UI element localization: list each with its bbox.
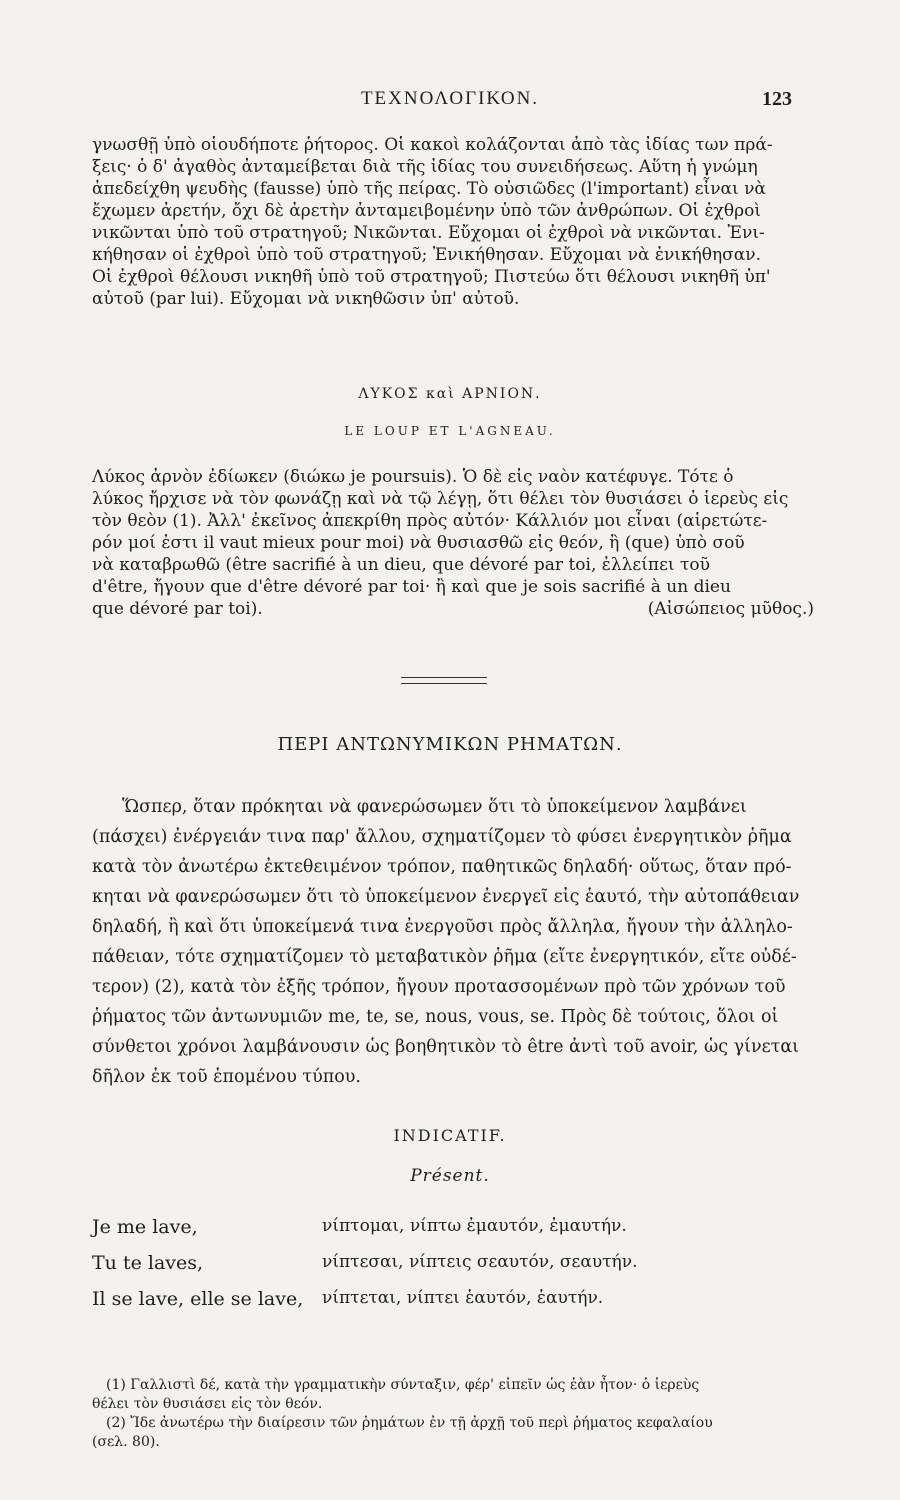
conjugation-greek: νίπτομαι, νίπτω ἐμαυτόν, ἐμαυτήν. bbox=[322, 1216, 627, 1236]
running-title: ΤΕΧΝΟΛΟΓΙΚΟΝ. bbox=[360, 88, 540, 109]
fable-last-line: que dévoré par toi). bbox=[92, 599, 263, 619]
section-title: ΠΕΡΙ ΑΝΤΩΝΥΜΙΚΩΝ ΡΗΜΑΤΩΝ. bbox=[277, 734, 623, 755]
text-line: δηλαδή, ἢ καὶ ὅτι ὑποκείμενά τινα ἐνεργοῦσι πρὸς ἄλληλα, ἤγουν τὴν ἀλληλο- bbox=[92, 917, 793, 937]
conjugation-french: Tu te laves, bbox=[92, 1252, 204, 1274]
text-line: Οἱ ἐχθροὶ θέλουσι νικηθῆ ὑπὸ τοῦ στρατηγοῦ; Πιστεύω ὅτι θέλουσι νικηθῆ ὑπ' bbox=[92, 267, 771, 287]
text-line: νικῶνται ὑπὸ τοῦ στρατηγοῦ; Νικῶνται. Εὔχομαι οἱ ἐχθροὶ νὰ νικῶνται. Ἐνι- bbox=[92, 223, 765, 243]
conjugation-row bbox=[92, 1252, 814, 1282]
conjugation-row bbox=[92, 1216, 814, 1246]
text-line bbox=[92, 598, 814, 620]
text-line: Λύκος ἀρνὸν ἐδίωκεν (διώκω je poursuis). Ὁ δὲ εἰς ναὸν κατέφυγε. Τότε ὁ bbox=[92, 467, 734, 487]
conjugation-french: Il se lave, elle se lave, bbox=[92, 1288, 304, 1310]
text-line: ῥήματος τῶν ἀντωνυμιῶν me, te, se, nous, vous, se. Πρὸς δὲ τούτοις, ὅλοι οἱ bbox=[92, 1007, 779, 1027]
text-line: σύνθετοι χρόνοι λαμβάνουσιν ὡς βοηθητικὸν τὸ être ἀντὶ τοῦ avoir, ὡς γίνεται bbox=[92, 1037, 800, 1057]
tense-heading: Présent. bbox=[410, 1166, 490, 1186]
text-line: ἀπεδείχθη ψευδὴς (fausse) ὑπὸ τῆς πείρας. Τὸ οὐσιῶδες (l'important) εἶναι νὰ bbox=[92, 179, 766, 199]
fable-text bbox=[92, 466, 814, 620]
conjugation-row bbox=[92, 1288, 814, 1318]
footnote-line: θέλει τὸν θυσιάσει εἰς τὸν θεόν. bbox=[92, 1396, 323, 1412]
footnotes bbox=[92, 1376, 814, 1452]
fable-source: (Αἰσώπειος μῦθος.) bbox=[647, 599, 814, 619]
conjugation-french: Je me lave, bbox=[92, 1216, 198, 1238]
text-line: ξεις· ὁ δ' ἀγαθὸς ἀνταμείβεται διὰ τῆς ἰδίας του συνειδήσεως. Αὕτη ἡ γνώμη bbox=[92, 157, 758, 177]
text-line: Ὥσπερ, ὅταν πρόκηται νὰ φανερώσωμεν ὅτι τὸ ὑποκείμενον λαμβάνει bbox=[122, 797, 747, 817]
running-head bbox=[0, 88, 900, 118]
text-line: τὸν θεὸν (1). Ἀλλ' ἐκεῖνος ἀπεκρίθη πρὸς αὐτόν· Κάλλιόν μοι εἶναι (αἱρετώτε- bbox=[92, 511, 768, 531]
fable-subtitle: LE LOUP ET L'AGNEAU. bbox=[344, 424, 556, 438]
conjugation-greek: νίπτεται, νίπτει ἑαυτόν, ἑαυτήν. bbox=[322, 1288, 604, 1308]
fable-title: ΛΥΚΟΣ καὶ ΑΡΝΙΟΝ. bbox=[358, 386, 542, 402]
text-line: λύκος ἤρχισε νὰ τὸν φωνάζῃ καὶ νὰ τῷ λέγῃ, ὅτι θέλει τὸν θυσιάσει ὁ ἱερεὺς εἰς bbox=[92, 489, 789, 509]
text-line: κατὰ τὸν ἀνωτέρω ἐκτεθειμένον τρόπον, παθητικῶς δηλαδή· οὕτως, ὅταν πρό- bbox=[92, 857, 792, 877]
footnote-line: (σελ. 80). bbox=[92, 1434, 160, 1450]
opening-paragraph bbox=[92, 134, 814, 310]
page-number: 123 bbox=[762, 88, 792, 110]
text-line: τερον) (2), κατὰ τὸν ἑξῆς τρόπον, ἤγουν προτασσομένων πρὸ τῶν χρόνων τοῦ bbox=[92, 977, 786, 997]
section-body bbox=[92, 792, 814, 1092]
section-divider bbox=[401, 677, 487, 684]
text-line: d'être, ἤγουν que d'être dévoré par toi· ἢ καὶ que je sois sacrifié à un dieu bbox=[92, 577, 731, 597]
text-line: γνωσθῇ ὑπὸ οἱουδήποτε ῥήτορος. Οἱ κακοὶ κολάζονται ἀπὸ τὰς ἰδίας των πρά- bbox=[92, 135, 773, 155]
text-line: ἔχωμεν ἀρετήν, ὄχι δὲ ἀρετὴν ἀνταμειβομένην ὑπὸ τῶν ἀνθρώπων. Οἱ ἐχθροὶ bbox=[92, 201, 762, 221]
footnote-line: (2) Ἴδε ἀνωτέρω τὴν διαίρεσιν τῶν ῥημάτων ἐν τῇ ἀρχῇ τοῦ περὶ ῥήματος κεφαλαίου bbox=[106, 1415, 713, 1431]
text-line: πάθειαν, τότε σχηματίζομεν τὸ μεταβατικὸν ῥῆμα (εἴτε ἐνεργητικόν, εἴτε οὐδέ- bbox=[92, 947, 797, 967]
text-line: ρόν μοί ἐστι il vaut mieux pour moi) νὰ θυσιασθῶ εἰς θεόν, ἢ (que) ὑπὸ σοῦ bbox=[92, 533, 745, 553]
text-line: αὐτοῦ (par lui). Εὔχομαι νὰ νικηθῶσιν ὑπ' αὐτοῦ. bbox=[92, 289, 520, 309]
mood-heading: INDICATIF. bbox=[393, 1126, 507, 1145]
conjugation-greek: νίπτεσαι, νίπτεις σεαυτόν, σεαυτήν. bbox=[322, 1252, 638, 1272]
text-line: κηται νὰ φανερώσωμεν ὅτι τὸ ὑποκείμενον ἐνεργεῖ εἰς ἑαυτό, τὴν αὐτοπάθειαν bbox=[92, 887, 800, 907]
text-line: δῆλον ἐκ τοῦ ἑπομένου τύπου. bbox=[92, 1067, 361, 1087]
text-line: (πάσχει) ἐνέργειάν τινα παρ' ἄλλου, σχηματίζομεν τὸ φύσει ἐνεργητικὸν ῥῆμα bbox=[92, 827, 792, 847]
text-line: κήθησαν οἱ ἐχθροὶ ὑπὸ τοῦ στρατηγοῦ; Ἐνικήθησαν. Εὔχομαι νὰ ἐνικήθησαν. bbox=[92, 245, 762, 265]
text-line: νὰ καταβρωθῶ (être sacrifié à un dieu, que dévoré par toi, ἐλλείπει τοῦ bbox=[92, 555, 710, 575]
footnote-line: (1) Γαλλιστὶ δέ, κατὰ τὴν γραμματικὴν σύνταξιν, φέρ' εἰπεῖν ὡς ἐὰν ἦτον· ὁ ἱερεὺς bbox=[106, 1377, 700, 1393]
